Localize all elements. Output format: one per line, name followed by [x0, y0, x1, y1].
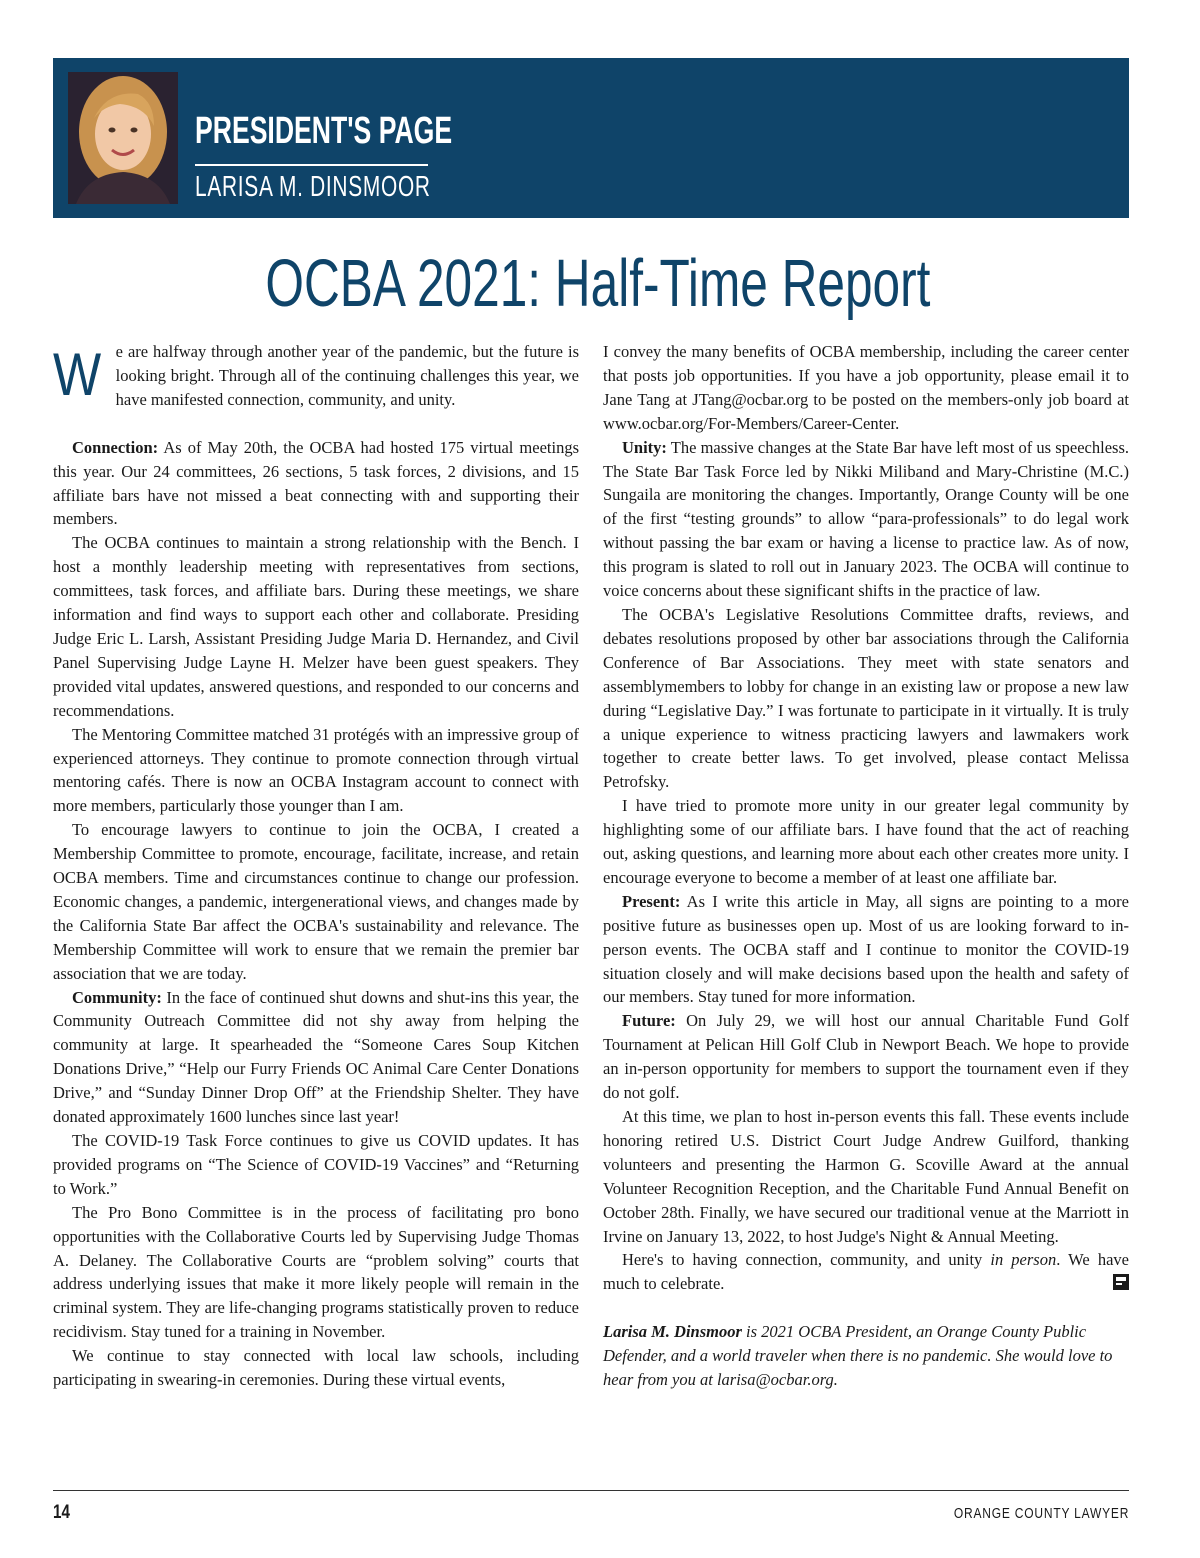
unity-label: Unity: [622, 437, 667, 457]
present-label: Present: [622, 891, 681, 911]
bench-paragraph: The OCBA continues to maintain a strong relationship with the Bench. I host a monthly leadership meeting with representatives from sections, committees, task forces, and affiliate bars. During these meetings, we share information and find ways to support each other and collaborate. Presiding Judge Eric L. Larsh, Assistant Presiding Judge Maria D. Hernandez, and Civil Panel Supervising Judge Layne H. Melzer have been guest speakers. They provided vital updates, answered questions, and responded to our concerns and recommendations. [53, 533, 579, 720]
connection-label: Connection: [72, 437, 159, 457]
lawschools-continued: I convey the many benefits of OCBA membership, including the career center that posts job opportunities. If you have a job opportunity, please email it to Jane Tang at JTang@ocbar.org to be posted on the members-only job board at www.ocbar.org/For-Members/Career-Center. [603, 342, 1129, 433]
bio-text: is 2021 OCBA President, an Orange County Public Defender, and a world traveler when there is no pandemic. She would love to hear from you at larisa@ocbar.org. [603, 1322, 1113, 1390]
fall-events-paragraph: At this time, we plan to host in-person events this fall. These events include honoring retired U.S. District Court Judge Andrew Guilford, thanking volunteers and presenting the Harmon G. Scoville Award at the annual Volunteer Recognition Reception, and the Charitable Fund Annual Benefit on October 28th. Finally, we have secured our traditional venue at the Marriott in Irvine on January 13, 2022, to host Judge's Night & Annual Meeting. [603, 1107, 1129, 1246]
future-label: Future: [622, 1011, 676, 1031]
community-label: Community: [72, 987, 162, 1007]
footer-divider [53, 1490, 1129, 1491]
article-title: OCBA 2021: Half-Time Report [265, 246, 931, 321]
mentoring-paragraph: The Mentoring Committee matched 31 protégés with an impressive group of experienced attorneys. They continue to promote connection through virtual mentoring cafés. There is now an OCBA Instagram account to connect with more members, particularly those younger than I am. [53, 724, 579, 816]
present-paragraph [603, 890, 1129, 1010]
header-banner [53, 58, 1129, 218]
closing-end: . We have much to celebrate. [603, 1250, 1129, 1294]
closing-text: Here's to having connection, community, and unity [622, 1250, 991, 1270]
section-title: PRESIDENT'S PAGE [195, 110, 453, 152]
future-text: On July 29, we will host our annual Charitable Fund Golf Tournament at Pelican Hill Golf Club in Newport Beach. We hope to provide an in-person opportunity for members to support the tournament even if they do not golf. [603, 1011, 1129, 1103]
drop-cap: W [53, 341, 102, 408]
closing-emphasis: in person [990, 1250, 1057, 1270]
present-text: As I write this article in May, all signs are pointing to a more positive future as businesses open up. Most of us are looking forward to in-person events. The OCBA staff and I continue to monitor the COVID-19 situation closely and will make decisions based upon the health and safety of our members. Stay tuned for more information. [603, 891, 1129, 1007]
community-paragraph [53, 986, 579, 1129]
end-of-article-icon [1113, 1274, 1129, 1290]
author-portrait-image [68, 72, 178, 204]
probono-paragraph: The Pro Bono Committee is in the process of facilitating pro bono opportunities with the Collaborative Courts led by Supervising Judge Thomas A. Delaney. The Collaborative Courts are “problem solving” courts that address underlying issues that make it more likely people will remain in the criminal system. They are life-changing programs statistically proven to reduce recidivism. Stay tuned for a training in November. [53, 1202, 579, 1342]
title-underline [195, 164, 428, 166]
membership-paragraph: To encourage lawyers to continue to join the OCBA, I created a Membership Committee to promote, encourage, facilitate, increase, and retain OCBA members. Time and circumstances continue to change our profession. Economic changes, a pandemic, intergenerational views, and changes made by the California State Bar affect the OCBA's sustainability and relevance. The Membership Committee will work to ensure that we remain the premier bar association that we are today. [53, 820, 579, 983]
unity-text: The massive changes at the State Bar have left most of us speechless. The State Bar Task Force led by Nikki Miliband and Mary-Christine (M.C.) Sungaila are monitoring the changes. Importantly, Orange County will be one of the first “testing grounds” to allow “para-professionals” to do legal work without passing the bar exam or having a license to practice law. As of now, this program is slated to roll out in January 2023. The OCBA will continue to voice concerns about these significant shifts in the practice of law. [603, 437, 1129, 601]
affiliate-paragraph: I have tried to promote more unity in our greater legal community by highlighting some of our affiliate bars. I have found that the act of reaching out, asking questions, and learning more about each other creates more unity. I encourage everyone to become a member of at least one affiliate bar. [603, 796, 1129, 887]
closing-paragraph [603, 1248, 1129, 1296]
author-name: LARISA M. DINSMOOR [195, 171, 431, 203]
author-bio [603, 1320, 1129, 1392]
future-paragraph [603, 1009, 1129, 1105]
covid-paragraph: The COVID-19 Task Force continues to give us COVID updates. It has provided programs on “The Science of COVID-19 Vaccines” and “Returning to Work.” [53, 1131, 579, 1198]
lawschools-paragraph: We continue to stay connected with local law schools, including participating in swearing-in ceremonies. During these virtual events, [53, 1346, 579, 1390]
legislative-paragraph: The OCBA's Legislative Resolutions Committee drafts, reviews, and debates resolutions proposed by other bar associations through the California Conference of Bar Associations. They meet with state senators and assemblymembers to lobby for change in an existing law or propose a new law during “Legislative Day.” I was fortunate to participate in it virtually. It is truly a unique experience to witness practicing lawyers and lawmakers work together to create better laws. To get involved, please contact Melissa Petrofsky. [603, 604, 1129, 792]
publication-name: ORANGE COUNTY LAWYER [953, 1505, 1129, 1522]
connection-paragraph [53, 436, 579, 532]
bio-name: Larisa M. Dinsmoor [603, 1322, 742, 1342]
article-column-right [603, 340, 1129, 1392]
intro-text: e are halfway through another year of the pandemic, but the future is looking bright. Through all of the continuing challenges this year, we have manifested connection, community, and unity. [115, 342, 579, 409]
article-column-left [53, 340, 579, 1392]
author-portrait [68, 72, 178, 204]
connection-text: As of May 20th, the OCBA had hosted 175 virtual meetings this year. Our 24 committees, 26 sections, 5 task forces, 2 divisions, and 15 affiliate bars have not missed a beat connecting with and supporting their members. [53, 437, 579, 529]
intro-paragraph [53, 340, 579, 412]
unity-paragraph [603, 436, 1129, 603]
page-number: 14 [53, 1502, 70, 1523]
community-text: In the face of continued shut downs and shut-ins this year, the Community Outreach Committee did not shy away from helping the community at large. It spearheaded the “Someone Cares Soup Kitchen Donations Drive,” “Help our Furry Friends OC Animal Care Center Donations Drive,” and “Sunday Dinner Drop Off” at the Friendship Shelter. They have donated approximately 1600 lunches since last year! [53, 987, 579, 1127]
